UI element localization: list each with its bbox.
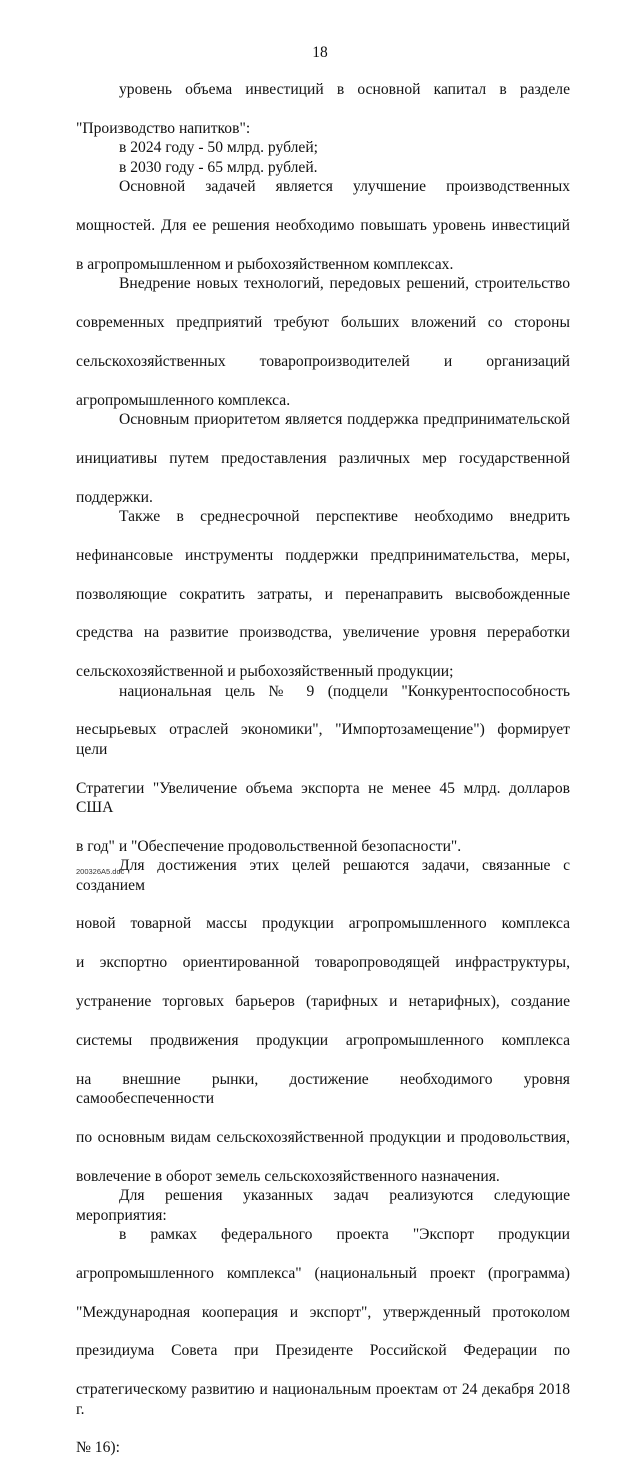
- text-line: на внешние рынки, достижение необходимого уровня самообеспеченности: [76, 1070, 570, 1108]
- text-line: Для решения указанных задач реализуются следующие мероприятия:: [76, 1187, 570, 1224]
- text-line: в 2024 году - 50 млрд. рублей;: [119, 139, 318, 157]
- text-line: сельскохозяйственных товаропроизводителей и организаций: [76, 352, 570, 370]
- text-line: "Международная кооперация и экспорт", утвержденный протоколом: [76, 1303, 570, 1321]
- text-line: позволяющие сократить затраты, и перенаправить высвобожденные: [76, 585, 570, 603]
- text-line: по основным видам сельскохозяйственной продукции и продовольствия,: [76, 1128, 570, 1146]
- text-line: несырьевых отраслей экономики", "Импортозамещение") формирует цели: [76, 721, 570, 758]
- text-line: вовлечение в оборот земель сельскохозяйственного назначения.: [76, 1167, 500, 1185]
- text-line: сельскохозяйственной и рыбохозяйственный продукции;: [76, 663, 454, 681]
- text-line: в рамках федерального проекта "Экспорт продукции: [119, 1225, 570, 1243]
- text-line: стратегическому развитию и национальным проектам от 24 декабря 2018 г.: [76, 1381, 570, 1418]
- text-line: в 2030 году - 65 млрд. рублей.: [119, 158, 318, 176]
- text-line: нефинансовые инструменты поддержки предпринимательства, меры,: [76, 546, 570, 564]
- text-line: Основным приоритетом является поддержка предпринимательской: [119, 410, 570, 428]
- text-line: и экспортно ориентированной товаропроводящей инфраструктуры,: [76, 954, 570, 972]
- document-body: [76, 80, 570, 1458]
- text-line: уровень объема инвестиций в основной капитал в разделе: [119, 81, 570, 98]
- text-line: Стратегии "Увеличение объема экспорта не менее 45 млрд. долларов США: [76, 779, 570, 817]
- text-line: устранение торговых барьеров (тарифных и нетарифных), создание: [76, 993, 570, 1011]
- text-line: "Производство напитков":: [76, 119, 251, 137]
- page-number: 18: [312, 44, 328, 61]
- text-line: Основной задачей является улучшение производственных: [119, 178, 570, 196]
- text-line: в агропромышленном и рыбохозяйственном комплексах.: [76, 255, 454, 273]
- text-line: современных предприятий требуют больших вложений со стороны: [76, 313, 570, 331]
- text-line: национальная цель № 9 (подцели "Конкурентоспособность: [119, 682, 570, 700]
- text-line: поддержки.: [76, 488, 153, 506]
- text-line: президиума Совета при Президенте Российской Федерации по: [76, 1342, 570, 1360]
- text-line: новой товарной массы продукции агропромышленного комплекса: [76, 915, 570, 933]
- text-line: агропромышленного комплекса" (национальный проект (программа): [76, 1264, 570, 1282]
- text-line: инициативы путем предоставления различных мер государственной: [76, 449, 570, 467]
- text-line: системы продвижения продукции агропромышленного комплекса: [76, 1031, 570, 1049]
- text-line: Для достижения этих целей решаются задачи, связанные с созданием: [76, 857, 570, 894]
- text-line: Также в среднесрочной перспективе необходимо внедрить: [119, 507, 570, 525]
- text-line: № 16):: [76, 1439, 120, 1457]
- text-line: мощностей. Для ее решения необходимо повышать уровень инвестиций: [76, 216, 570, 234]
- footer-file-code: 200326A5.doc: [76, 867, 125, 876]
- text-line: в год" и "Обеспечение продовольственной безопасности".: [76, 837, 462, 855]
- text-line: агропромышленного комплекса.: [76, 391, 291, 409]
- text-line: Внедрение новых технологий, передовых решений, строительство: [119, 275, 570, 293]
- text-line: средства на развитие производства, увеличение уровня переработки: [76, 624, 570, 642]
